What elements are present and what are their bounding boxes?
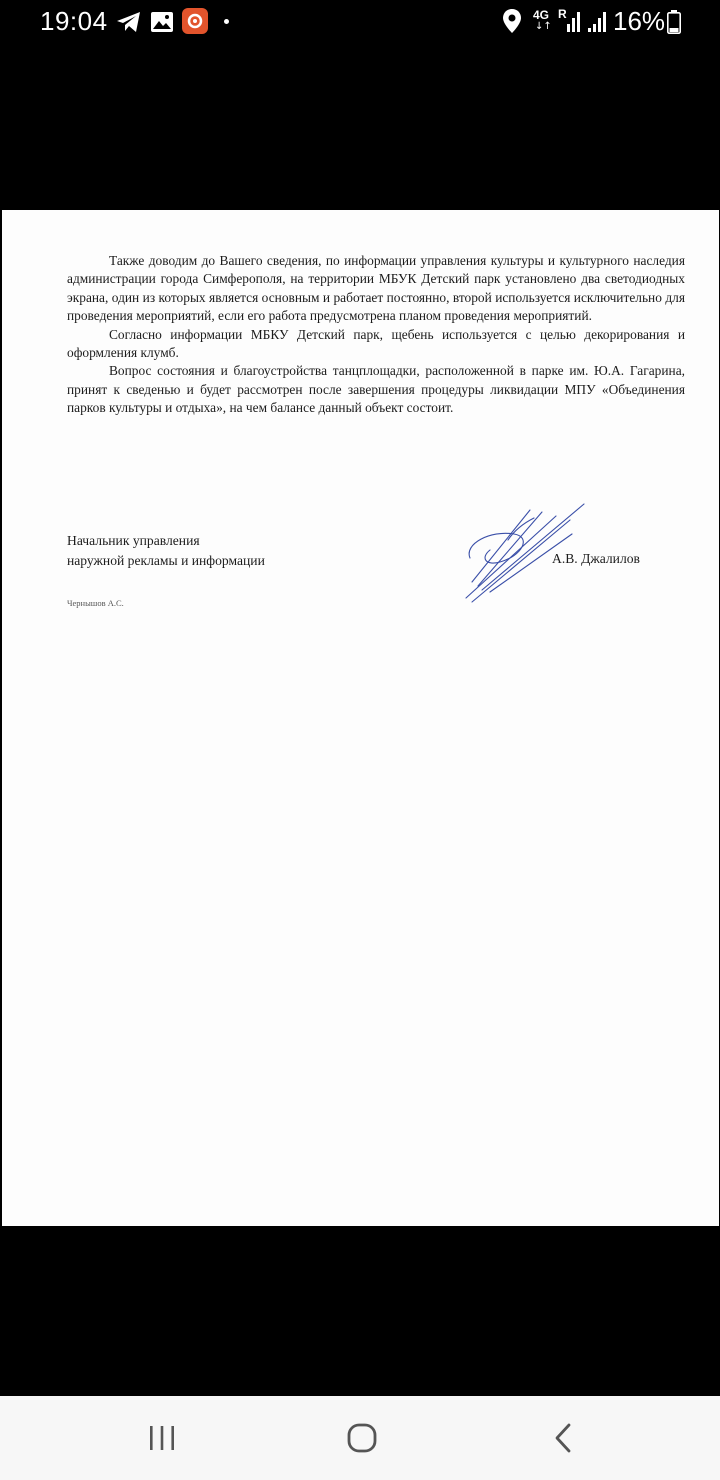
battery-percent: 16% xyxy=(613,6,666,36)
app-notification-icon xyxy=(182,8,208,34)
home-button[interactable] xyxy=(338,1414,386,1462)
back-button[interactable] xyxy=(540,1414,588,1462)
data-activity-arrows: ↓↑ xyxy=(535,21,552,32)
signatory-title-line: Начальник управления xyxy=(67,533,200,548)
home-icon xyxy=(346,1423,378,1453)
telegram-icon xyxy=(116,10,142,34)
executor-name: Чернышов А.С. xyxy=(67,598,124,608)
roaming-indicator: R xyxy=(558,7,567,21)
signal-icon xyxy=(584,12,606,32)
paragraph: Согласно информации МБКУ Детский парк, щебень используется с целью декорирования и оформления клумб. xyxy=(67,326,685,361)
status-bar xyxy=(0,0,720,46)
battery-icon xyxy=(667,10,681,34)
navigation-bar xyxy=(0,1396,720,1480)
signatory-title xyxy=(67,531,265,571)
recents-button[interactable] xyxy=(138,1414,186,1462)
document-body xyxy=(67,252,685,418)
back-icon xyxy=(552,1423,576,1453)
network-type: 4G xyxy=(533,8,550,22)
paragraph: Вопрос состояния и благоустройства танцплощадки, расположенной в парке им. Ю.А. Гагарина, принят к сведенью и будет рассмотрен после завершения процедуры ликвидации МПУ «Объединения парков культуры и отдыха», на чем балансе данный объект состоит. xyxy=(67,363,685,416)
signatory-title-line: наружной рекламы и информации xyxy=(67,553,265,568)
paragraph: Также доводим до Вашего сведения, по информации управления культуры и культурного наследия администрации города Симферополя, на территории МБУК Детский парк установлено два светодиодных экрана, один из которых является основным и работает постоянно, второй используется исключительно для проведения мероприятий, если его работа предусмотрена планом проведения мероприятий. xyxy=(67,253,685,324)
document-page xyxy=(2,210,719,1226)
location-icon xyxy=(502,8,522,34)
signatory-name: А.В. Джалилов xyxy=(552,551,640,566)
gallery-icon xyxy=(150,10,174,34)
signal-icon xyxy=(558,12,580,32)
recents-icon xyxy=(147,1425,177,1451)
status-time: 19:04 xyxy=(40,6,108,36)
notification-dot xyxy=(224,19,229,24)
